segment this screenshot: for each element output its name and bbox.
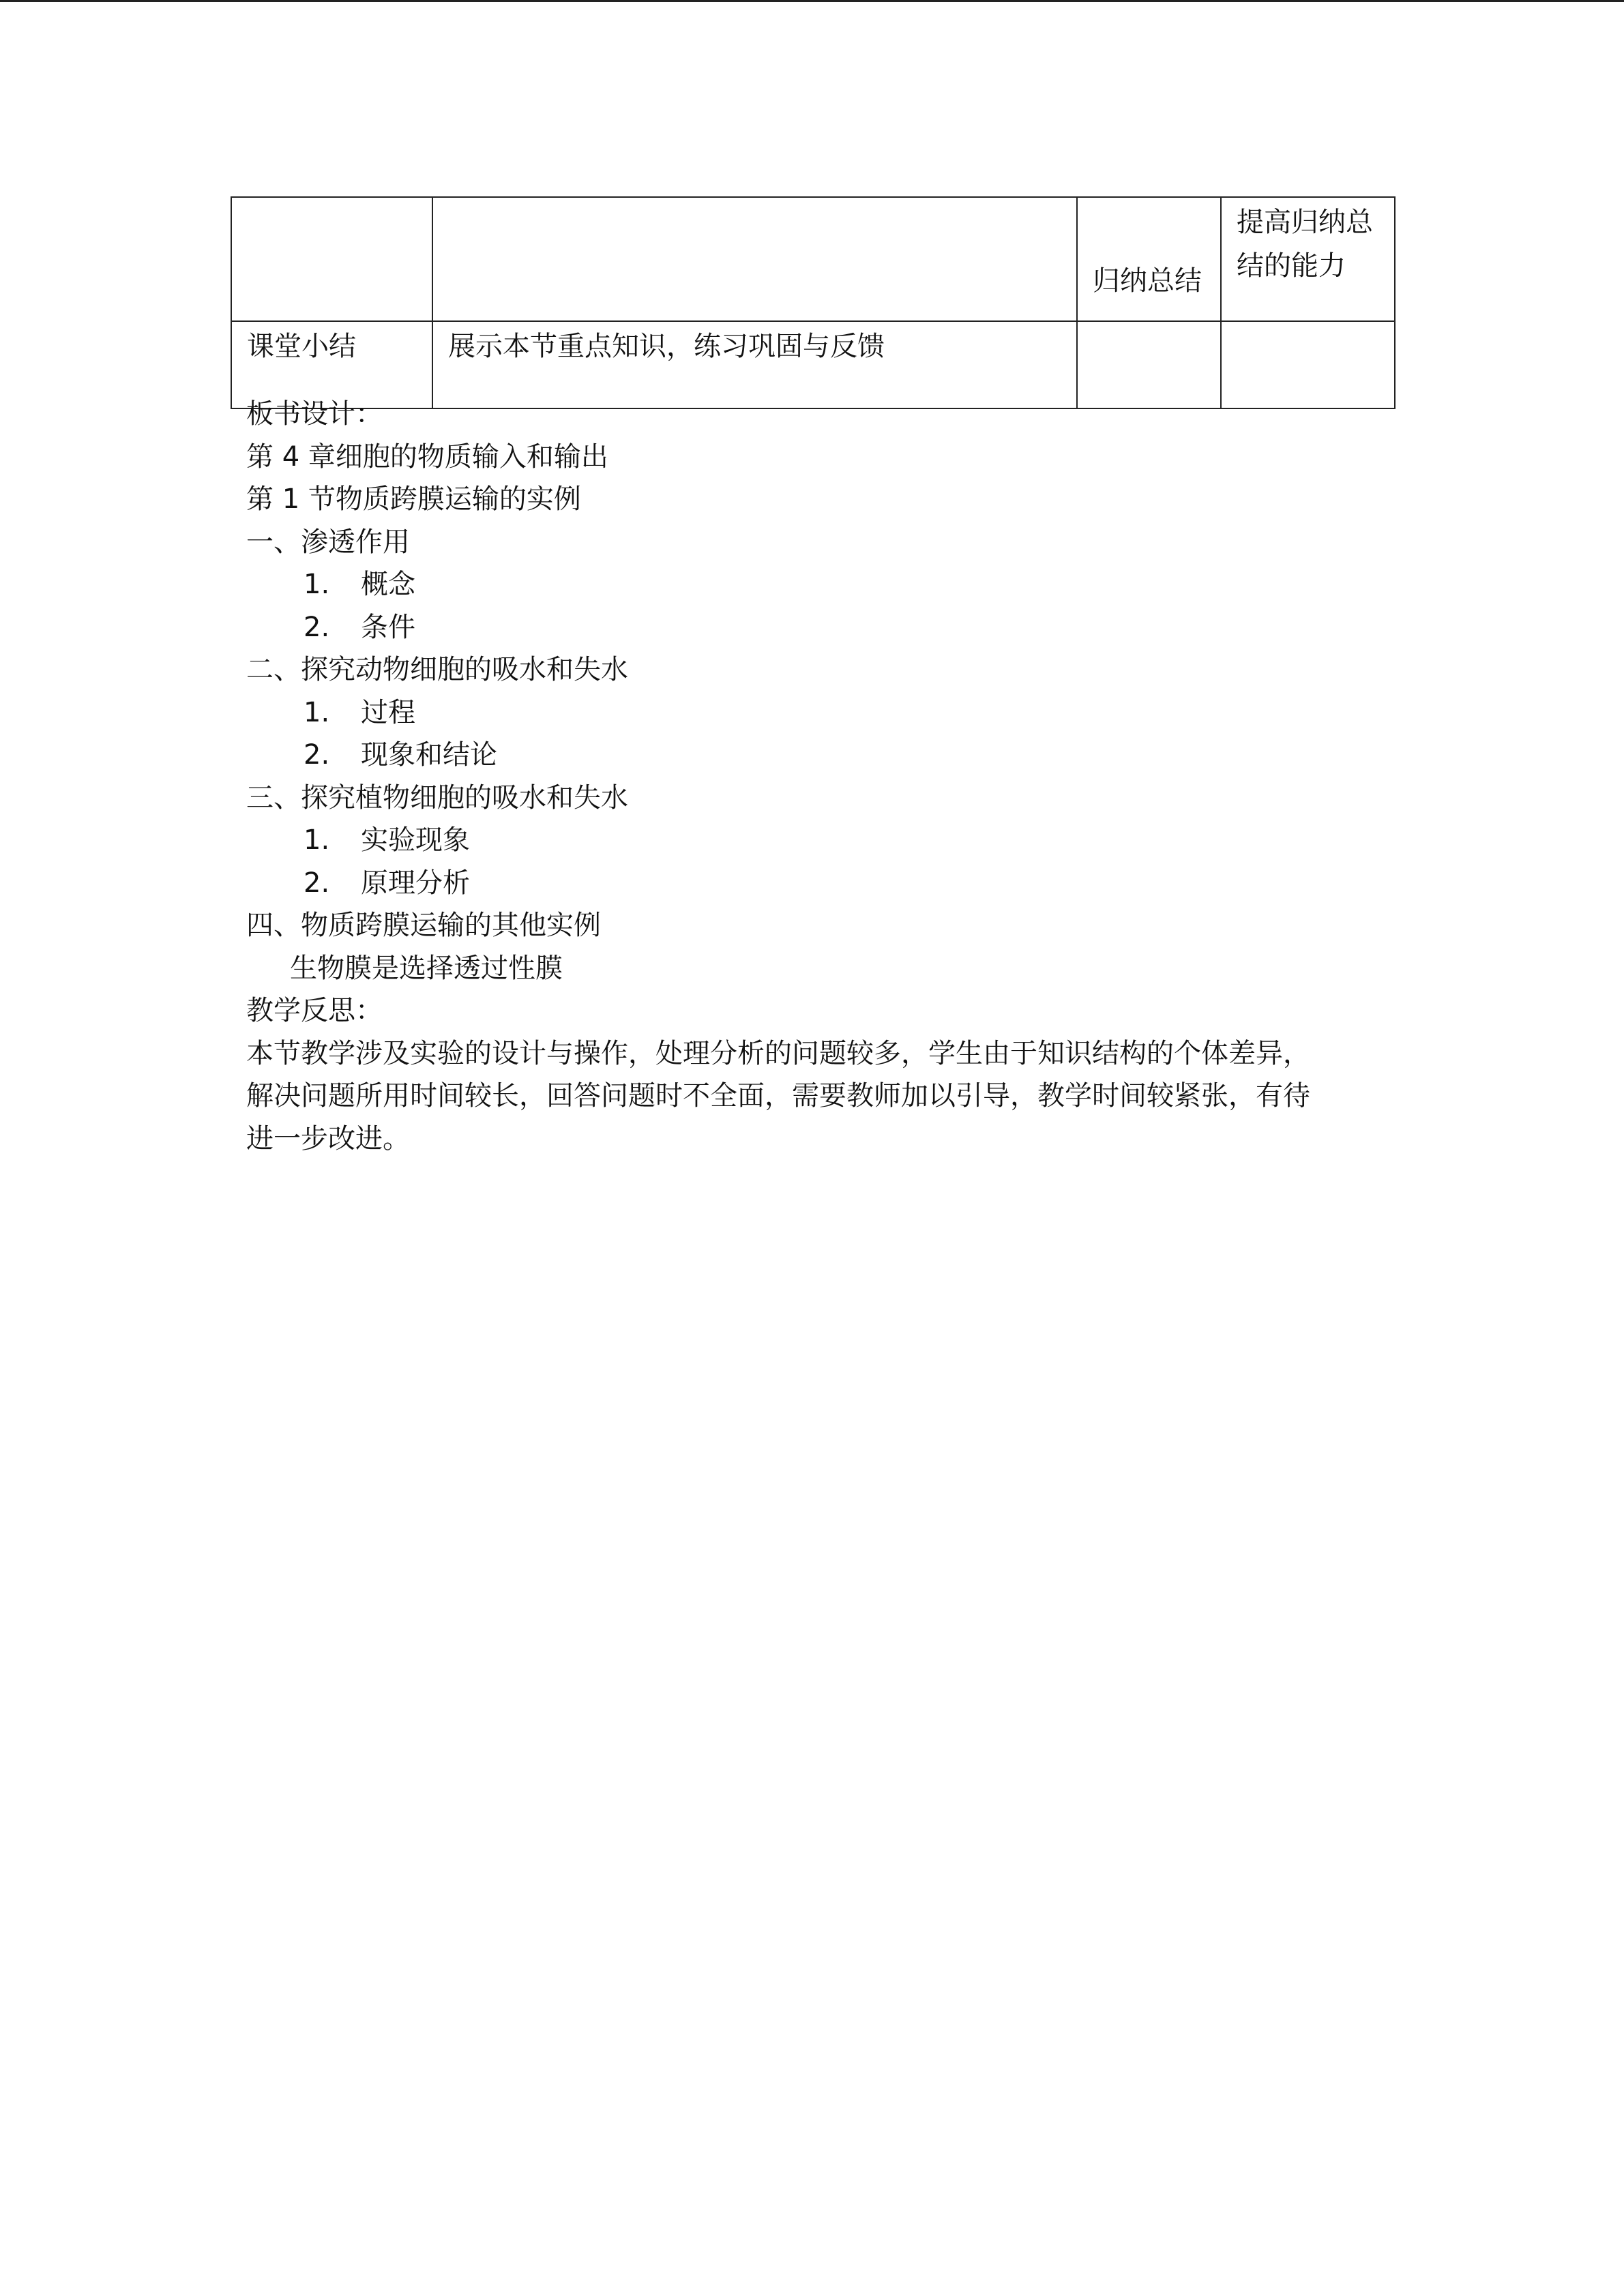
table-row [231,197,1395,321]
list-item [246,862,1392,905]
part-title: 一、渗透作用 [246,526,410,558]
list-item [246,734,1392,777]
part-title: 二、探究动物细胞的吸水和失水 [246,654,628,685]
list-number: 2. [304,867,330,899]
document-body [246,393,1392,1160]
list-item [246,563,1392,606]
list-text: 现象和结论 [361,739,497,771]
list-text: 概念 [361,569,415,600]
chapter-title: 第 4 章细胞的物质输入和输出 [246,441,608,473]
list-item [246,606,1392,649]
list-number: 2. [304,739,330,771]
table-cell-stage: 课堂小结 [231,321,432,408]
board-design-heading: 板书设计： [246,398,383,430]
reflection-line: 进一步改进。 [246,1122,410,1154]
table-cell-student-activity: 归纳总结 [1077,197,1221,321]
list-text: 原理分析 [361,867,470,899]
list-number: 1. [304,824,330,856]
section-title: 第 1 节物质跨膜运输的实例 [246,483,581,515]
list-text: 实验现象 [361,824,470,856]
table-cell-activity: 展示本节重点知识，练习巩固与反馈 [432,321,1077,408]
page-top-border [0,0,1624,2]
part-note: 生物膜是选择透过性膜 [290,952,563,984]
list-text: 条件 [361,611,415,643]
list-number: 1. [304,696,330,728]
part-title: 四、物质跨膜运输的其他实例 [246,910,601,941]
list-number: 2. [304,611,330,643]
list-number: 1. [304,569,330,600]
list-text: 过程 [361,696,415,728]
list-item [246,819,1392,862]
part-title: 三、探究植物细胞的吸水和失水 [246,781,628,814]
table-cell-activity [432,197,1077,321]
table-cell-stage [231,197,432,321]
list-item [246,691,1392,734]
lesson-plan-table [231,196,1396,409]
table-cell-purpose: 提高归纳总结的能力 [1221,197,1395,321]
reflection-line: 本节教学涉及实验的设计与操作，处理分析的问题较多，学生由于知识结构的个体差异， [246,1037,1310,1069]
reflection-heading: 教学反思： [246,995,383,1026]
reflection-line: 解决问题所用时间较长，回答问题时不全面，需要教师加以引导，教学时间较紧张，有待 [246,1080,1310,1112]
